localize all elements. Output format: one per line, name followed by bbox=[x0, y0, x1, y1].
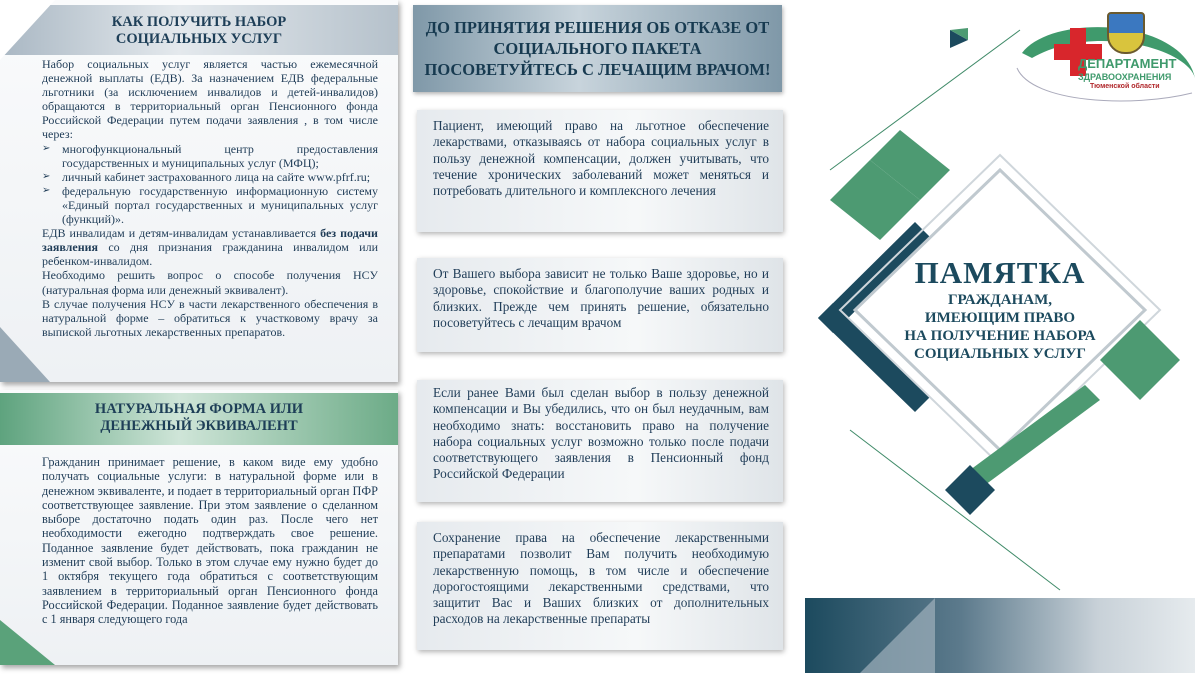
coat-of-arms-icon bbox=[1107, 12, 1145, 54]
subtitle-line: СОЦИАЛЬНЫХ УСЛУГ bbox=[914, 346, 1086, 362]
card-title: НАТУРАЛЬНАЯ ФОРМА ИЛИ ДЕНЕЖНЫЙ ЭКВИВАЛЕНТ bbox=[94, 401, 304, 434]
department-logo bbox=[1012, 8, 1198, 103]
form-card bbox=[0, 390, 398, 665]
text: ЕДВ инвалидам и детям-инвалидам устанавливается bbox=[42, 226, 321, 241]
how-to-get-card bbox=[0, 0, 398, 382]
doctor-text: В случае получения НСУ в части лекарственного обеспечения в натуральной форме – обратиться к участковому врачу за выпиской льготных лекарственных препаратов. bbox=[42, 296, 378, 339]
info-box: Сохранение права на обеспечение лекарственными препаратами позволит Вам получить необходимую лекарственную помощь, в том числе и обеспечение дорогостоящими лекарственными средствами, что защитит Вас и Ваших близких от дополнительных расходов на лекарственные препараты bbox=[417, 522, 783, 650]
info-box: Если ранее Вами был сделан выбор в пользу денежной компенсации и Вы убедились, что он был неудачным, вам необходимо знать: восстановить право на получение набора социальных услуг возможно только после подачи соответствующего заявления в Пенсионный фонд Российской Федерации bbox=[417, 380, 783, 502]
thin-line bbox=[830, 30, 1020, 170]
warning-header bbox=[413, 5, 782, 92]
logo-line3: Тюменской области bbox=[1090, 83, 1160, 90]
bullet-item: ➢ многофункциональный центр предоставления государственных и муниципальных услуг (МФЦ); bbox=[42, 142, 378, 170]
text: со дня признания гражданина инвалидом или ребенком-инвалидом. bbox=[42, 240, 378, 269]
form-text: Гражданин принимает решение, в каком виде ему удобно получать социальные услуги: в натуральной форме или в денежном эквиваленте, и подает в территориальный орган ПФР соответствующее заявление. При этом заявление о сделанном выборе достаточно подать один раз. После чего нет необходимости ежегодно подтверждать свое решение. Поданное заявление будет действовать, пока гражданин не изменит свой выбор. Только в этом случае ему нужно будет до 1 октября текущего года обратиться с соответствующим заявлением в территориальный орган Пенсионного фонда Российской Федерации. Поданное заявление будет действовать с 1 января следующего года bbox=[42, 455, 378, 627]
logo-line1: ДЕПАРТАМЕНТ bbox=[1078, 56, 1177, 71]
info-box: Пациент, имеющий право на льготное обеспечение лекарствами, отказываясь от набора социальных услуг в пользу денежной компенсации, должен учитывать, что течение хронических заболеваний может меняться и потребовать длительного и комплексного лечения bbox=[417, 110, 783, 232]
thin-line bbox=[850, 430, 1060, 590]
warning-title: ДО ПРИНЯТИЯ РЕШЕНИЯ ОБ ОТКАЗЕ ОТ СОЦИАЛЬНОГО ПАКЕТА ПОСОВЕТУЙТЕСЬ С ЛЕЧАЩИМ ВРАЧОМ! bbox=[424, 18, 771, 79]
bullet-item: ➢ личный кабинет застрахованного лица на сайте www.pfrf.ru; bbox=[42, 170, 378, 184]
band-triangle bbox=[860, 598, 935, 673]
nsu-text: Необходимо решить вопрос о способе получения НСУ (натуральная форма или денежный эквивалент). bbox=[42, 268, 378, 297]
pamyatka-title bbox=[880, 255, 1120, 363]
logo-line2: ЗДРАВООХРАНЕНИЯ bbox=[1078, 72, 1172, 82]
subtitle-line: НА ПОЛУЧЕНИЕ НАБОРА bbox=[904, 328, 1096, 344]
edv-text bbox=[42, 226, 378, 268]
bullet-item: ➢ федеральную государственную информационную систему «Единый портал государственных и муниципальных услуг (функций)». bbox=[42, 184, 378, 226]
subtitle-line: ГРАЖДАНАМ, bbox=[947, 292, 1052, 308]
corner-decoration bbox=[0, 620, 55, 665]
card-title: КАК ПОЛУЧИТЬ НАБОР СОЦИАЛЬНЫХ УСЛУГ bbox=[111, 14, 287, 47]
subtitle-line: ИМЕЮЩИМ ПРАВО bbox=[924, 310, 1076, 326]
main-title: ПАМЯТКА bbox=[914, 255, 1086, 290]
info-box: От Вашего выбора зависит не только Ваше здоровье, но и здоровье, спокойствие и благополучие ваших родных и близких. Прежде чем принять решение, обязательно посоветуйтесь с лечащим врачом bbox=[417, 258, 783, 352]
intro-text: Набор социальных услуг является частью ежемесячной денежной выплаты (ЕДВ). За назначением ЕДВ федеральные льготники (за исключением инвалидов и детей-инвалидов) обращаются в территориальный орган Пенсионного фонда Российской Федерации путем подачи заявления , в том числе через: bbox=[42, 57, 378, 142]
bold-text: без подачи заявления bbox=[42, 226, 378, 255]
